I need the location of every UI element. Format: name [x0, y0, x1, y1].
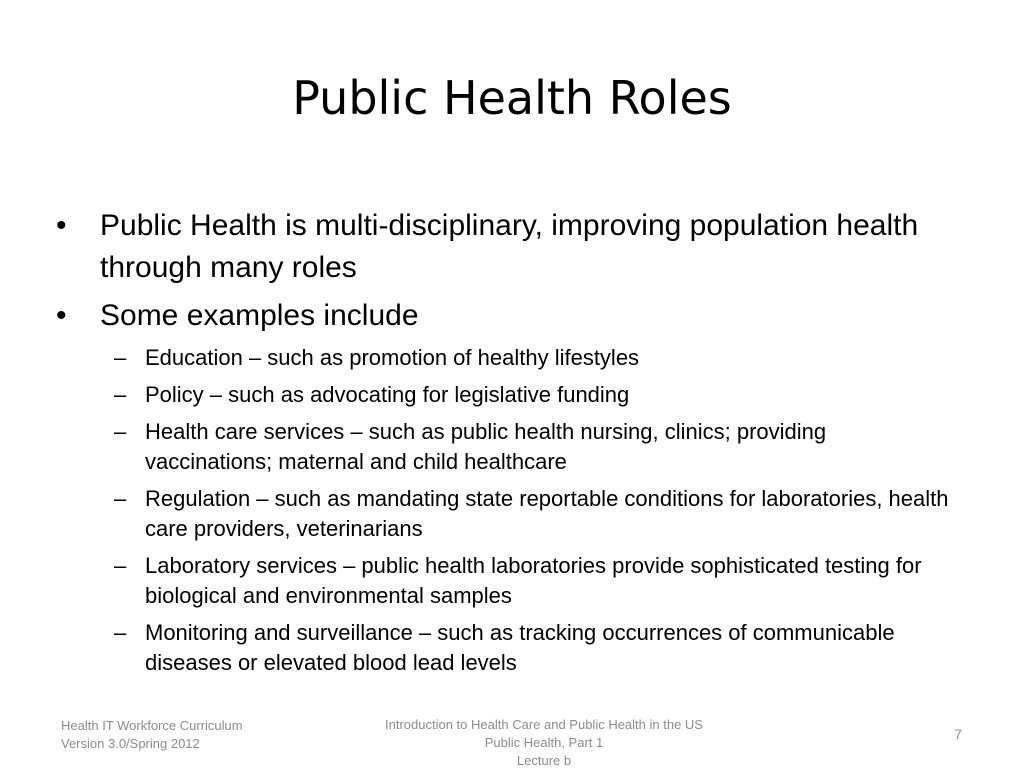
sub-bullet-item [56, 343, 956, 373]
sub-bullet-text: Health care services – such as public health nursing, clinics; providing vaccinations; maternal and child healthcare [145, 419, 827, 474]
slide-body [56, 205, 956, 685]
bullet-text: Public Health is multi-disciplinary, improving population health through many roles [100, 209, 919, 284]
footer-version: Version 3.0/Spring 2012 [61, 736, 200, 751]
sub-bullet-marker: – [114, 620, 127, 645]
footer-lecture: Lecture b [516, 753, 572, 768]
footer-part: Public Health, Part 1 [484, 735, 604, 750]
bullet-text: Some examples include [100, 299, 419, 332]
bullet-item [56, 295, 956, 337]
bullet-marker: • [56, 209, 67, 242]
page-number: 7 [954, 726, 962, 742]
slide-title: Public Health Roles [292, 71, 732, 125]
footer-course-info [344, 716, 744, 770]
footer-curriculum [61, 717, 321, 753]
sub-bullet-item [56, 417, 956, 477]
sub-bullet-text: Monitoring and surveillance – such as tracking occurrences of communicable diseases or elevated blood lead levels [145, 620, 895, 675]
bullet-item [56, 205, 956, 289]
sub-bullet-item [56, 484, 956, 544]
sub-bullet-text: Education – such as promotion of healthy lifestyles [145, 345, 640, 370]
sub-bullet-text: Laboratory services – public health laboratories provide sophisticated testing for biological and environmental samples [145, 553, 922, 608]
sub-bullet-marker: – [114, 553, 127, 578]
footer-curriculum-name: Health IT Workforce Curriculum [61, 718, 243, 733]
sub-bullet-marker: – [114, 486, 127, 511]
sub-bullet-text: Policy – such as advocating for legislative funding [145, 382, 630, 407]
sub-bullet-text: Regulation – such as mandating state reportable conditions for laboratories, health care providers, veterinarians [145, 486, 949, 541]
sub-bullet-item [56, 380, 956, 410]
sub-bullet-item [56, 551, 956, 611]
footer-course-title: Introduction to Health Care and Public Health in the US [385, 717, 703, 732]
sub-bullet-item [56, 618, 956, 678]
sub-bullet-marker: – [114, 382, 127, 407]
bullet-marker: • [56, 299, 67, 332]
sub-bullet-marker: – [114, 419, 127, 444]
sub-bullet-marker: – [114, 345, 127, 370]
